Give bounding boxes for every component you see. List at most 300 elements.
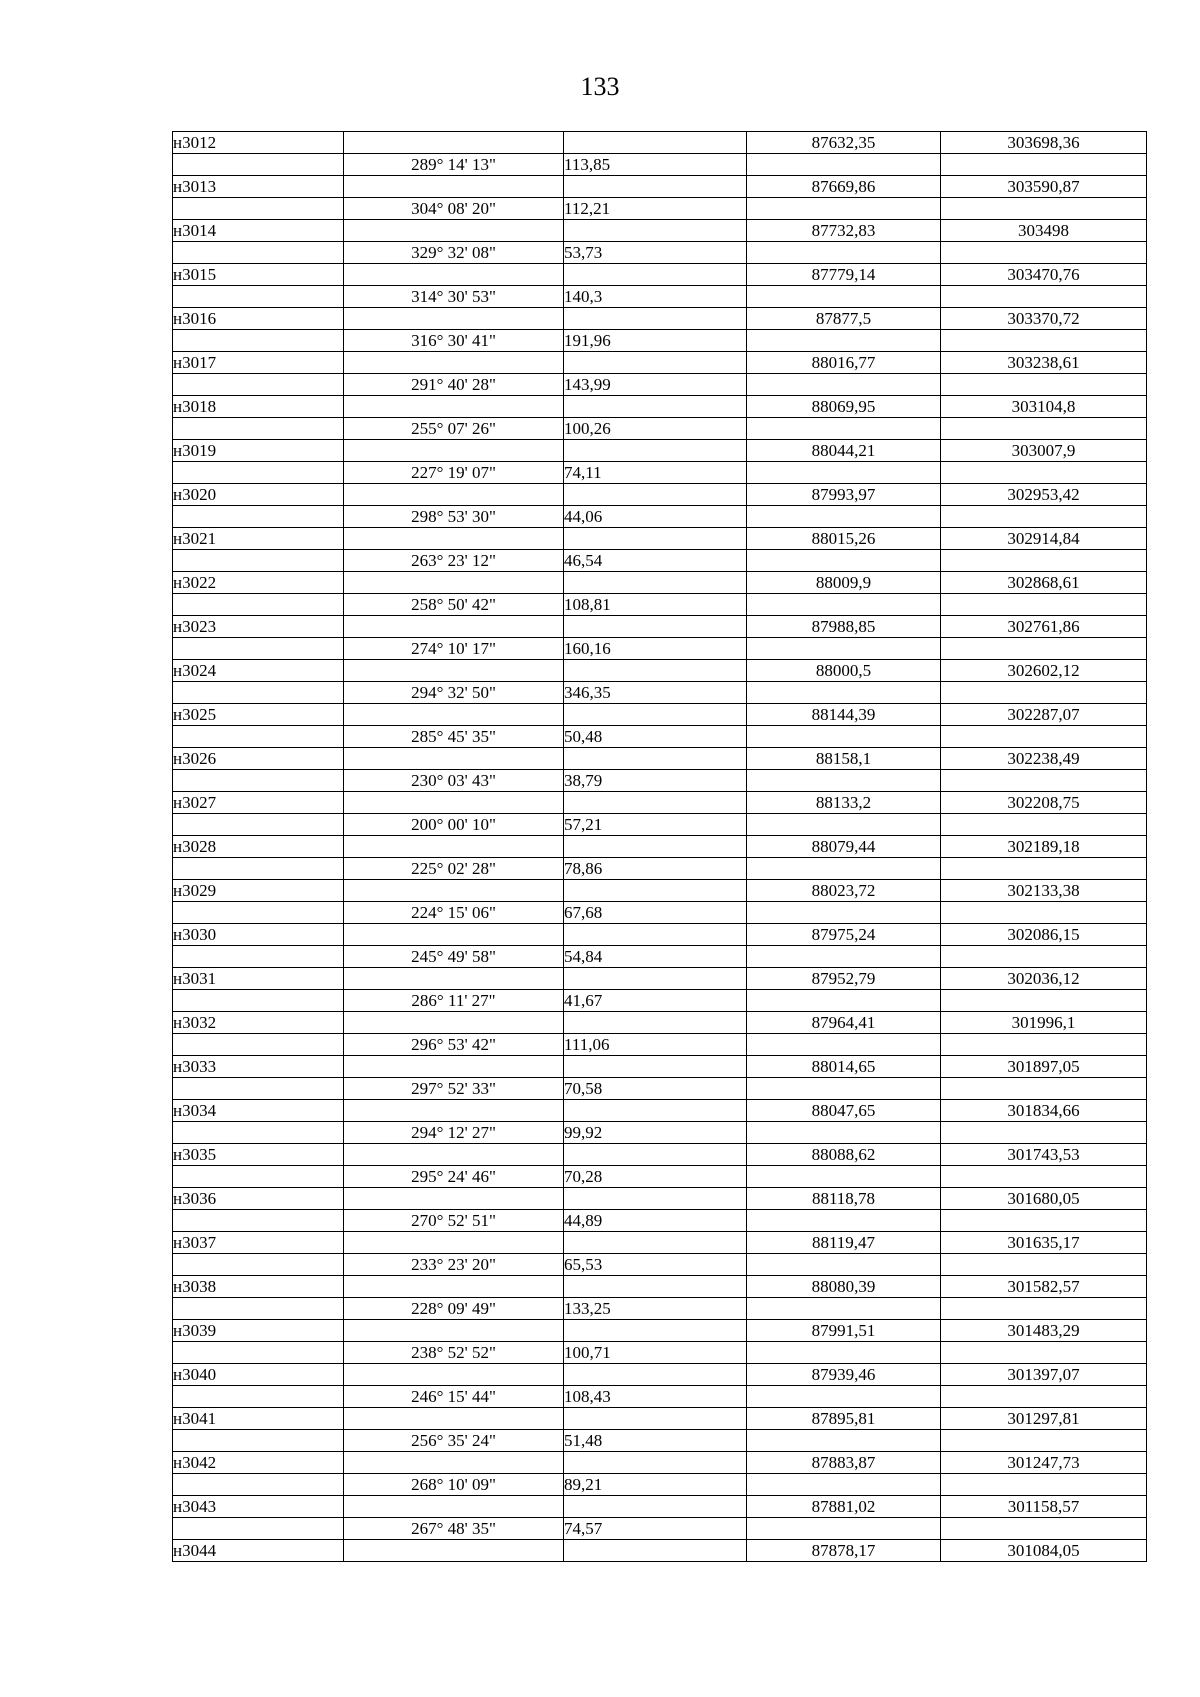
- x-coordinate-cell: [747, 682, 941, 704]
- y-coordinate-cell: [941, 990, 1147, 1012]
- x-coordinate-cell: 87939,46: [747, 1364, 941, 1386]
- distance-cell: [564, 176, 747, 198]
- x-coordinate-cell: [747, 330, 941, 352]
- direction-angle-cell: [344, 1540, 564, 1562]
- y-coordinate-cell: 303698,36: [941, 132, 1147, 154]
- distance-cell: [564, 264, 747, 286]
- x-coordinate-cell: [747, 1210, 941, 1232]
- distance-cell: 140,3: [564, 286, 747, 308]
- x-coordinate-cell: 88118,78: [747, 1188, 941, 1210]
- distance-cell: 54,84: [564, 946, 747, 968]
- x-coordinate-cell: 87881,02: [747, 1496, 941, 1518]
- point-name-cell: [173, 242, 344, 264]
- x-coordinate-cell: [747, 374, 941, 396]
- point-name-cell: н3043: [173, 1496, 344, 1518]
- y-coordinate-cell: 302086,15: [941, 924, 1147, 946]
- x-coordinate-cell: 88016,77: [747, 352, 941, 374]
- x-coordinate-cell: [747, 1342, 941, 1364]
- point-name-cell: н3034: [173, 1100, 344, 1122]
- segment-row: [173, 1122, 1147, 1144]
- direction-angle-cell: 314° 30' 53": [344, 286, 564, 308]
- x-coordinate-cell: 87991,51: [747, 1320, 941, 1342]
- x-coordinate-cell: 88133,2: [747, 792, 941, 814]
- distance-cell: [564, 836, 747, 858]
- segment-row: [173, 1430, 1147, 1452]
- y-coordinate-cell: [941, 330, 1147, 352]
- point-name-cell: н3020: [173, 484, 344, 506]
- point-name-cell: [173, 638, 344, 660]
- point-name-cell: [173, 1078, 344, 1100]
- y-coordinate-cell: [941, 1210, 1147, 1232]
- point-name-cell: н3017: [173, 352, 344, 374]
- y-coordinate-cell: 301834,66: [941, 1100, 1147, 1122]
- distance-cell: [564, 748, 747, 770]
- distance-cell: 113,85: [564, 154, 747, 176]
- x-coordinate-cell: [747, 1430, 941, 1452]
- segment-row: [173, 1210, 1147, 1232]
- segment-row: [173, 594, 1147, 616]
- direction-angle-cell: 268° 10' 09": [344, 1474, 564, 1496]
- direction-angle-cell: 329° 32' 08": [344, 242, 564, 264]
- distance-cell: 74,57: [564, 1518, 747, 1540]
- point-row: [173, 572, 1147, 594]
- direction-angle-cell: [344, 484, 564, 506]
- point-name-cell: н3016: [173, 308, 344, 330]
- y-coordinate-cell: [941, 1078, 1147, 1100]
- x-coordinate-cell: 87877,5: [747, 308, 941, 330]
- point-name-cell: [173, 1474, 344, 1496]
- segment-row: [173, 1518, 1147, 1540]
- point-row: [173, 1012, 1147, 1034]
- y-coordinate-cell: [941, 726, 1147, 748]
- point-name-cell: н3014: [173, 220, 344, 242]
- distance-cell: [564, 1540, 747, 1562]
- distance-cell: [564, 484, 747, 506]
- distance-cell: [564, 660, 747, 682]
- x-coordinate-cell: [747, 1386, 941, 1408]
- y-coordinate-cell: [941, 154, 1147, 176]
- y-coordinate-cell: 302133,38: [941, 880, 1147, 902]
- point-name-cell: [173, 462, 344, 484]
- y-coordinate-cell: [941, 814, 1147, 836]
- y-coordinate-cell: 301158,57: [941, 1496, 1147, 1518]
- x-coordinate-cell: 88158,1: [747, 748, 941, 770]
- x-coordinate-cell: 87878,17: [747, 1540, 941, 1562]
- distance-cell: [564, 792, 747, 814]
- segment-row: [173, 902, 1147, 924]
- direction-angle-cell: [344, 748, 564, 770]
- x-coordinate-cell: 88023,72: [747, 880, 941, 902]
- distance-cell: [564, 1276, 747, 1298]
- y-coordinate-cell: 303470,76: [941, 264, 1147, 286]
- y-coordinate-cell: [941, 1298, 1147, 1320]
- y-coordinate-cell: 301635,17: [941, 1232, 1147, 1254]
- direction-angle-cell: [344, 1188, 564, 1210]
- x-coordinate-cell: 88014,65: [747, 1056, 941, 1078]
- distance-cell: [564, 1012, 747, 1034]
- x-coordinate-cell: 88069,95: [747, 396, 941, 418]
- page-number: 133: [580, 72, 620, 101]
- x-coordinate-cell: 87883,87: [747, 1452, 941, 1474]
- point-name-cell: н3021: [173, 528, 344, 550]
- x-coordinate-cell: [747, 1254, 941, 1276]
- direction-angle-cell: [344, 572, 564, 594]
- coordinates-table-body: [173, 132, 1147, 1562]
- x-coordinate-cell: [747, 418, 941, 440]
- direction-angle-cell: [344, 836, 564, 858]
- point-row: [173, 924, 1147, 946]
- direction-angle-cell: [344, 704, 564, 726]
- x-coordinate-cell: 88044,21: [747, 440, 941, 462]
- distance-cell: [564, 1056, 747, 1078]
- point-name-cell: [173, 154, 344, 176]
- point-name-cell: н3013: [173, 176, 344, 198]
- distance-cell: 70,58: [564, 1078, 747, 1100]
- x-coordinate-cell: 87964,41: [747, 1012, 941, 1034]
- distance-cell: [564, 220, 747, 242]
- direction-angle-cell: 230° 03' 43": [344, 770, 564, 792]
- segment-row: [173, 1034, 1147, 1056]
- x-coordinate-cell: [747, 1078, 941, 1100]
- distance-cell: [564, 968, 747, 990]
- x-coordinate-cell: [747, 1166, 941, 1188]
- point-name-cell: н3028: [173, 836, 344, 858]
- point-row: [173, 1232, 1147, 1254]
- y-coordinate-cell: [941, 1034, 1147, 1056]
- point-row: [173, 1452, 1147, 1474]
- direction-angle-cell: 274° 10' 17": [344, 638, 564, 660]
- direction-angle-cell: 258° 50' 42": [344, 594, 564, 616]
- x-coordinate-cell: [747, 946, 941, 968]
- direction-angle-cell: [344, 924, 564, 946]
- x-coordinate-cell: [747, 154, 941, 176]
- point-name-cell: [173, 814, 344, 836]
- distance-cell: 38,79: [564, 770, 747, 792]
- distance-cell: 51,48: [564, 1430, 747, 1452]
- point-name-cell: н3031: [173, 968, 344, 990]
- x-coordinate-cell: 88144,39: [747, 704, 941, 726]
- point-row: [173, 836, 1147, 858]
- point-row: [173, 1276, 1147, 1298]
- point-name-cell: [173, 1518, 344, 1540]
- point-name-cell: [173, 1122, 344, 1144]
- direction-angle-cell: 270° 52' 51": [344, 1210, 564, 1232]
- direction-angle-cell: [344, 1320, 564, 1342]
- point-name-cell: н3030: [173, 924, 344, 946]
- distance-cell: 74,11: [564, 462, 747, 484]
- segment-row: [173, 1166, 1147, 1188]
- direction-angle-cell: [344, 1232, 564, 1254]
- distance-cell: 44,89: [564, 1210, 747, 1232]
- y-coordinate-cell: 301297,81: [941, 1408, 1147, 1430]
- point-name-cell: н3040: [173, 1364, 344, 1386]
- y-coordinate-cell: [941, 198, 1147, 220]
- direction-angle-cell: 224° 15' 06": [344, 902, 564, 924]
- distance-cell: 89,21: [564, 1474, 747, 1496]
- x-coordinate-cell: 88079,44: [747, 836, 941, 858]
- y-coordinate-cell: 303370,72: [941, 308, 1147, 330]
- y-coordinate-cell: [941, 770, 1147, 792]
- x-coordinate-cell: 88009,9: [747, 572, 941, 594]
- direction-angle-cell: [344, 352, 564, 374]
- segment-row: [173, 638, 1147, 660]
- point-name-cell: [173, 374, 344, 396]
- direction-angle-cell: 263° 23' 12": [344, 550, 564, 572]
- direction-angle-cell: [344, 220, 564, 242]
- direction-angle-cell: [344, 660, 564, 682]
- point-row: [173, 968, 1147, 990]
- y-coordinate-cell: 302036,12: [941, 968, 1147, 990]
- x-coordinate-cell: 88047,65: [747, 1100, 941, 1122]
- point-row: [173, 308, 1147, 330]
- y-coordinate-cell: 302287,07: [941, 704, 1147, 726]
- segment-row: [173, 1342, 1147, 1364]
- y-coordinate-cell: [941, 286, 1147, 308]
- direction-angle-cell: 286° 11' 27": [344, 990, 564, 1012]
- coordinates-table: [172, 131, 1147, 1562]
- y-coordinate-cell: [941, 462, 1147, 484]
- point-name-cell: [173, 594, 344, 616]
- distance-cell: [564, 616, 747, 638]
- point-name-cell: н3019: [173, 440, 344, 462]
- direction-angle-cell: 256° 35' 24": [344, 1430, 564, 1452]
- point-name-cell: [173, 1210, 344, 1232]
- y-coordinate-cell: 302761,86: [941, 616, 1147, 638]
- distance-cell: 108,43: [564, 1386, 747, 1408]
- y-coordinate-cell: 303104,8: [941, 396, 1147, 418]
- direction-angle-cell: 296° 53' 42": [344, 1034, 564, 1056]
- y-coordinate-cell: 301743,53: [941, 1144, 1147, 1166]
- direction-angle-cell: 228° 09' 49": [344, 1298, 564, 1320]
- y-coordinate-cell: [941, 1386, 1147, 1408]
- direction-angle-cell: [344, 880, 564, 902]
- point-name-cell: н3042: [173, 1452, 344, 1474]
- direction-angle-cell: 304° 08' 20": [344, 198, 564, 220]
- point-row: [173, 1496, 1147, 1518]
- x-coordinate-cell: [747, 1034, 941, 1056]
- point-row: [173, 484, 1147, 506]
- x-coordinate-cell: [747, 902, 941, 924]
- y-coordinate-cell: [941, 1518, 1147, 1540]
- distance-cell: [564, 1364, 747, 1386]
- y-coordinate-cell: 302602,12: [941, 660, 1147, 682]
- direction-angle-cell: [344, 1452, 564, 1474]
- direction-angle-cell: 267° 48' 35": [344, 1518, 564, 1540]
- segment-row: [173, 1254, 1147, 1276]
- direction-angle-cell: 200° 00' 10": [344, 814, 564, 836]
- point-name-cell: [173, 418, 344, 440]
- y-coordinate-cell: [941, 1430, 1147, 1452]
- direction-angle-cell: [344, 264, 564, 286]
- point-name-cell: н3023: [173, 616, 344, 638]
- distance-cell: [564, 924, 747, 946]
- point-row: [173, 1056, 1147, 1078]
- direction-angle-cell: [344, 968, 564, 990]
- y-coordinate-cell: [941, 1474, 1147, 1496]
- direction-angle-cell: [344, 396, 564, 418]
- direction-angle-cell: [344, 176, 564, 198]
- distance-cell: 41,67: [564, 990, 747, 1012]
- point-name-cell: н3025: [173, 704, 344, 726]
- distance-cell: 65,53: [564, 1254, 747, 1276]
- distance-cell: 50,48: [564, 726, 747, 748]
- direction-angle-cell: [344, 1012, 564, 1034]
- x-coordinate-cell: 87988,85: [747, 616, 941, 638]
- distance-cell: 67,68: [564, 902, 747, 924]
- y-coordinate-cell: 303238,61: [941, 352, 1147, 374]
- point-name-cell: [173, 198, 344, 220]
- x-coordinate-cell: 88088,62: [747, 1144, 941, 1166]
- segment-row: [173, 198, 1147, 220]
- distance-cell: 99,92: [564, 1122, 747, 1144]
- segment-row: [173, 726, 1147, 748]
- distance-cell: 46,54: [564, 550, 747, 572]
- y-coordinate-cell: 303007,9: [941, 440, 1147, 462]
- distance-cell: [564, 1320, 747, 1342]
- x-coordinate-cell: 87632,35: [747, 132, 941, 154]
- y-coordinate-cell: [941, 1342, 1147, 1364]
- distance-cell: [564, 1452, 747, 1474]
- direction-angle-cell: 238° 52' 52": [344, 1342, 564, 1364]
- point-name-cell: н3037: [173, 1232, 344, 1254]
- distance-cell: [564, 1408, 747, 1430]
- distance-cell: 44,06: [564, 506, 747, 528]
- segment-row: [173, 770, 1147, 792]
- direction-angle-cell: [344, 1408, 564, 1430]
- point-name-cell: н3026: [173, 748, 344, 770]
- distance-cell: [564, 396, 747, 418]
- point-name-cell: [173, 902, 344, 924]
- y-coordinate-cell: 301247,73: [941, 1452, 1147, 1474]
- y-coordinate-cell: 301483,29: [941, 1320, 1147, 1342]
- y-coordinate-cell: [941, 902, 1147, 924]
- y-coordinate-cell: [941, 1122, 1147, 1144]
- y-coordinate-cell: 301897,05: [941, 1056, 1147, 1078]
- y-coordinate-cell: 302189,18: [941, 836, 1147, 858]
- direction-angle-cell: [344, 792, 564, 814]
- y-coordinate-cell: 302953,42: [941, 484, 1147, 506]
- y-coordinate-cell: [941, 858, 1147, 880]
- point-row: [173, 132, 1147, 154]
- point-name-cell: н3033: [173, 1056, 344, 1078]
- y-coordinate-cell: 301582,57: [941, 1276, 1147, 1298]
- x-coordinate-cell: 87732,83: [747, 220, 941, 242]
- distance-cell: 108,81: [564, 594, 747, 616]
- direction-angle-cell: [344, 528, 564, 550]
- y-coordinate-cell: [941, 682, 1147, 704]
- point-name-cell: [173, 550, 344, 572]
- x-coordinate-cell: 87975,24: [747, 924, 941, 946]
- segment-row: [173, 814, 1147, 836]
- segment-row: [173, 1386, 1147, 1408]
- direction-angle-cell: 255° 07' 26": [344, 418, 564, 440]
- x-coordinate-cell: 87952,79: [747, 968, 941, 990]
- direction-angle-cell: 316° 30' 41": [344, 330, 564, 352]
- point-row: [173, 704, 1147, 726]
- x-coordinate-cell: 88015,26: [747, 528, 941, 550]
- direction-angle-cell: [344, 1100, 564, 1122]
- point-name-cell: н3035: [173, 1144, 344, 1166]
- x-coordinate-cell: [747, 726, 941, 748]
- direction-angle-cell: 246° 15' 44": [344, 1386, 564, 1408]
- segment-row: [173, 506, 1147, 528]
- direction-angle-cell: 285° 45' 35": [344, 726, 564, 748]
- point-name-cell: [173, 286, 344, 308]
- point-name-cell: н3024: [173, 660, 344, 682]
- segment-row: [173, 1078, 1147, 1100]
- direction-angle-cell: 297° 52' 33": [344, 1078, 564, 1100]
- x-coordinate-cell: 88000,5: [747, 660, 941, 682]
- point-row: [173, 1320, 1147, 1342]
- direction-angle-cell: [344, 1364, 564, 1386]
- y-coordinate-cell: 302868,61: [941, 572, 1147, 594]
- distance-cell: 100,71: [564, 1342, 747, 1364]
- segment-row: [173, 418, 1147, 440]
- direction-angle-cell: [344, 616, 564, 638]
- point-name-cell: [173, 1034, 344, 1056]
- segment-row: [173, 550, 1147, 572]
- x-coordinate-cell: 87669,86: [747, 176, 941, 198]
- y-coordinate-cell: [941, 550, 1147, 572]
- y-coordinate-cell: [941, 374, 1147, 396]
- point-name-cell: н3022: [173, 572, 344, 594]
- distance-cell: 53,73: [564, 242, 747, 264]
- distance-cell: [564, 132, 747, 154]
- segment-row: [173, 242, 1147, 264]
- x-coordinate-cell: [747, 770, 941, 792]
- y-coordinate-cell: [941, 242, 1147, 264]
- distance-cell: 160,16: [564, 638, 747, 660]
- point-row: [173, 1188, 1147, 1210]
- point-name-cell: н3015: [173, 264, 344, 286]
- point-name-cell: н3027: [173, 792, 344, 814]
- segment-row: [173, 990, 1147, 1012]
- point-name-cell: [173, 1342, 344, 1364]
- direction-angle-cell: 291° 40' 28": [344, 374, 564, 396]
- y-coordinate-cell: 303590,87: [941, 176, 1147, 198]
- point-row: [173, 748, 1147, 770]
- segment-row: [173, 154, 1147, 176]
- segment-row: [173, 946, 1147, 968]
- point-row: [173, 220, 1147, 242]
- point-row: [173, 1364, 1147, 1386]
- distance-cell: [564, 1144, 747, 1166]
- point-row: [173, 264, 1147, 286]
- distance-cell: 191,96: [564, 330, 747, 352]
- direction-angle-cell: [344, 1496, 564, 1518]
- distance-cell: [564, 1496, 747, 1518]
- x-coordinate-cell: [747, 1298, 941, 1320]
- x-coordinate-cell: 87993,97: [747, 484, 941, 506]
- point-name-cell: н3036: [173, 1188, 344, 1210]
- distance-cell: [564, 572, 747, 594]
- point-name-cell: [173, 1298, 344, 1320]
- y-coordinate-cell: [941, 946, 1147, 968]
- x-coordinate-cell: [747, 1518, 941, 1540]
- distance-cell: [564, 352, 747, 374]
- y-coordinate-cell: [941, 1254, 1147, 1276]
- y-coordinate-cell: [941, 638, 1147, 660]
- point-name-cell: н3032: [173, 1012, 344, 1034]
- point-row: [173, 1540, 1147, 1562]
- distance-cell: [564, 880, 747, 902]
- x-coordinate-cell: [747, 858, 941, 880]
- point-name-cell: [173, 1430, 344, 1452]
- distance-cell: 78,86: [564, 858, 747, 880]
- point-name-cell: [173, 1386, 344, 1408]
- y-coordinate-cell: [941, 506, 1147, 528]
- x-coordinate-cell: 88119,47: [747, 1232, 941, 1254]
